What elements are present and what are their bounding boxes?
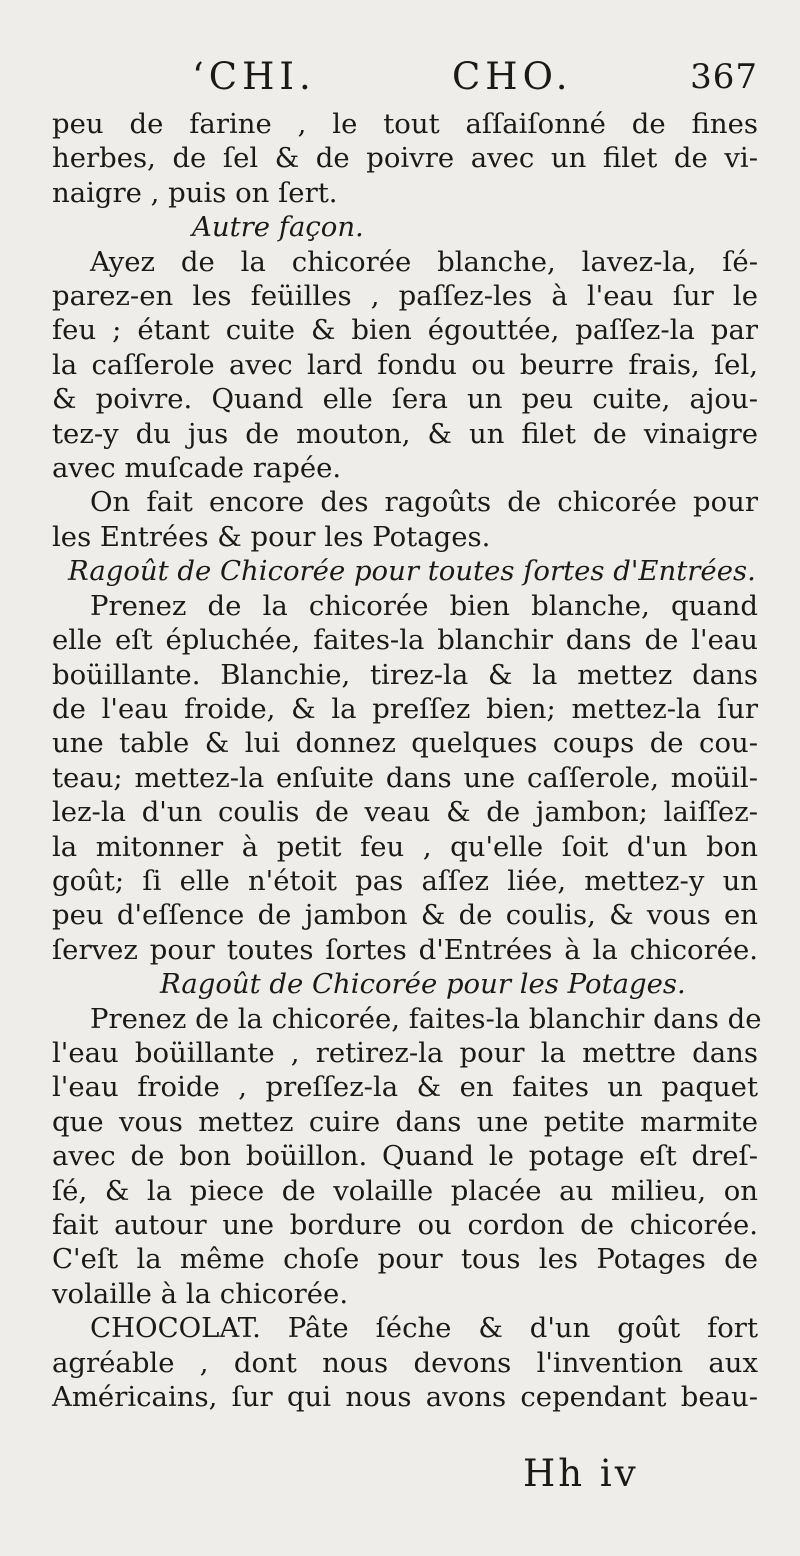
text-line: la mitonner à petit feu , qu'elle ſoit d'un bon [52,830,758,863]
text-line: fait autour une bordure ou cordon de chicorée. [52,1209,758,1241]
text-line: feu ; étant cuite & bien égouttée, paſſez-la par [52,314,758,347]
text-line: boüillante. Blanchie, tirez-la & la mettez dans [52,658,758,691]
text-line: une table & lui donnez quelques coups de cou- [52,727,758,760]
text-line: & poivre. Quand elle ſera un peu cuite, ajou- [52,383,758,416]
text-line: CHOCOLAT. Pâte ſéche & d'un goût fort [90,1312,758,1345]
text-line: l'eau froide , preſſez-la & en faites un paquet [52,1071,758,1104]
text-line: l'eau boüillante , retirez-la pour la mettre dans [52,1036,758,1069]
text-line: avec muſcade rapée. [52,452,342,485]
text-line: On fait encore des ragoûts de chicorée pour [90,486,758,519]
section-heading: Autre façon. [192,211,364,244]
text-line: C'eſt la même choſe pour tous les Potages de [52,1243,758,1276]
page-number: 367 [690,57,758,97]
text-line: lez-la d'un coulis de veau & de jambon; laiſſez- [52,796,758,829]
running-head-right: CHO. [452,55,573,98]
text-line: herbes, de ſel & de poivre avec un filet de vi- [52,142,758,175]
text-line: agréable , dont nous devons l'invention aux [52,1346,758,1379]
text-line: la caſſerole avec lard fondu ou beurre frais, ſel, [52,348,758,381]
text-line: naigre , puis on ſert. [52,176,338,209]
text-line: ſé, & la piece de volaille placée au milieu, on [52,1174,758,1207]
running-head [52,55,758,107]
text-line: Américains, ſur qui nous avons cependant beau- [52,1381,758,1414]
body-text [52,107,762,1414]
text-line: avec de bon boüillon. Quand le potage eſt dreſ- [52,1140,758,1173]
text-line: les Entrées & pour les Potages. [52,520,491,553]
text-line: que vous mettez cuire dans une petite marmite [52,1105,758,1138]
text-line: parez-en les feüilles , paſſez-les à l'eau ſur le [52,280,758,313]
running-head-left: ʻCHI. [192,55,316,98]
signature-mark: Hh iv [523,1452,639,1495]
text-line: peu d'eſſence de jambon & de coulis, & vous en [52,899,758,932]
text-line: ſervez pour toutes ſortes d'Entrées à la chicorée. [52,933,758,966]
text-line: goût; ſi elle n'étoit pas aſſez liée, mettez-y un [52,864,758,897]
text-line: Prenez de la chicorée bien blanche, quand [90,589,758,622]
section-heading: Ragoût de Chicorée pour les Potages. [160,968,686,1001]
text-line: de l'eau froide, & la preſſez bien; mettez-la ſur [52,692,758,725]
text-line: Ayez de la chicorée blanche, lavez-la, ſé- [90,245,758,278]
text-line: tez-y du jus de mouton, & un filet de vinaigre [52,417,758,450]
text-line: elle eſt épluchée, faites-la blanchir dans de l'eau [52,624,758,657]
text-line: peu de farine , le tout aſſaiſonné de fines [52,108,758,140]
text-line: volaille à la chicorée. [52,1277,349,1310]
text-line: Prenez de la chicorée, faites-la blanchir dans de [90,1002,762,1035]
section-heading: Ragoût de Chicorée pour toutes ſortes d'Entrées. [68,555,756,588]
text-line: teau; mettez-la enſuite dans une caſſerole, moüil- [52,761,758,794]
